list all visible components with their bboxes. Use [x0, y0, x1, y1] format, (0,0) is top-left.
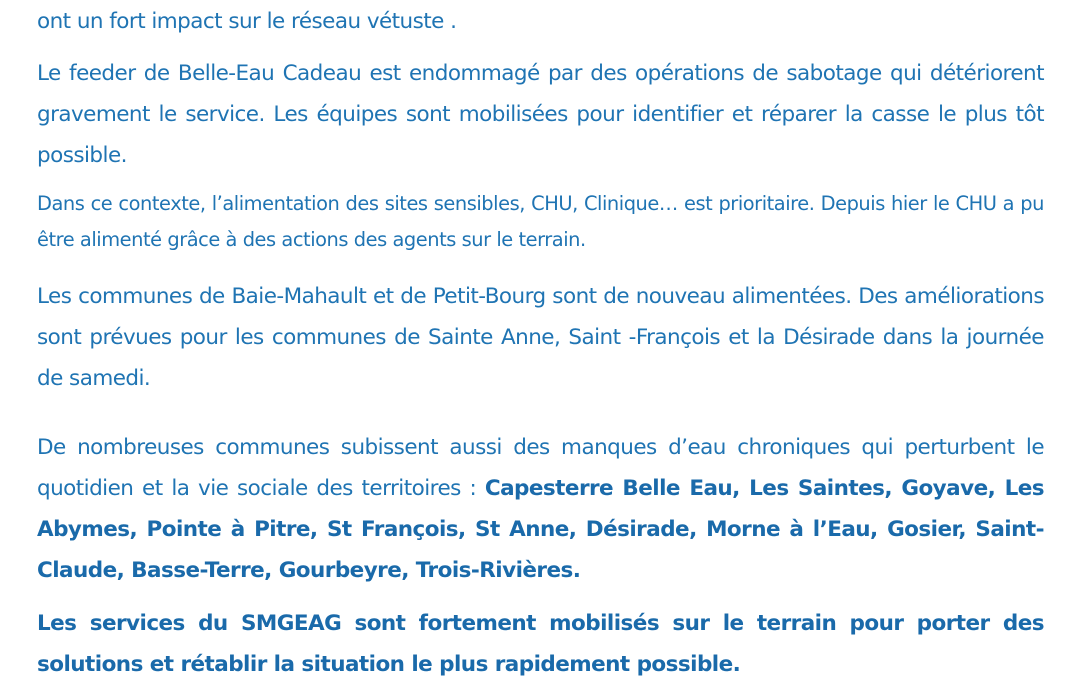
paragraph-restored-communes: Les communes de Baie-Mahault et de Petit-Bourg sont de nouveau alimentées. Des améliorations sont prévues pour les communes de Sainte Anne, Saint -François et la Désirade dans la journée de samedi.: [37, 284, 1044, 391]
paragraph-smgeag-mobilization: Les services du SMGEAG sont fortement mobilisés sur le terrain pour porter des solutions et rétablir la situation le plus rapidement possible.: [37, 611, 1044, 677]
paragraph-chronic-shortages: [37, 427, 1044, 591]
chronic-shortages-intro: De nombreuses communes subissent aussi des manques d’eau chroniques qui perturbent le quotidien et la vie sociale des territoires :: [37, 435, 1044, 501]
paragraph-continuation: ont un fort impact sur le réseau vétuste .: [37, 9, 457, 34]
affected-communes-list: Capesterre Belle Eau, Les Saintes, Goyave, Les Abymes, Pointe à Pitre, St François, St Anne, Désirade, Morne à l’Eau, Gosier, Saint-Claude, Basse-Terre, Gourbeyre, Trois-Rivières.: [37, 476, 1044, 583]
paragraph-sensitive-sites: Dans ce contexte, l’alimentation des sites sensibles, CHU, Clinique… est prioritaire. Depuis hier le CHU a pu être alimenté grâce à des actions des agents sur le terrain.: [37, 192, 1044, 251]
paragraph-feeder-sabotage: Le feeder de Belle-Eau Cadeau est endommagé par des opérations de sabotage qui détériorent gravement le service. Les équipes sont mobilisées pour identifier et réparer la casse le plus tôt possible.: [37, 61, 1044, 168]
